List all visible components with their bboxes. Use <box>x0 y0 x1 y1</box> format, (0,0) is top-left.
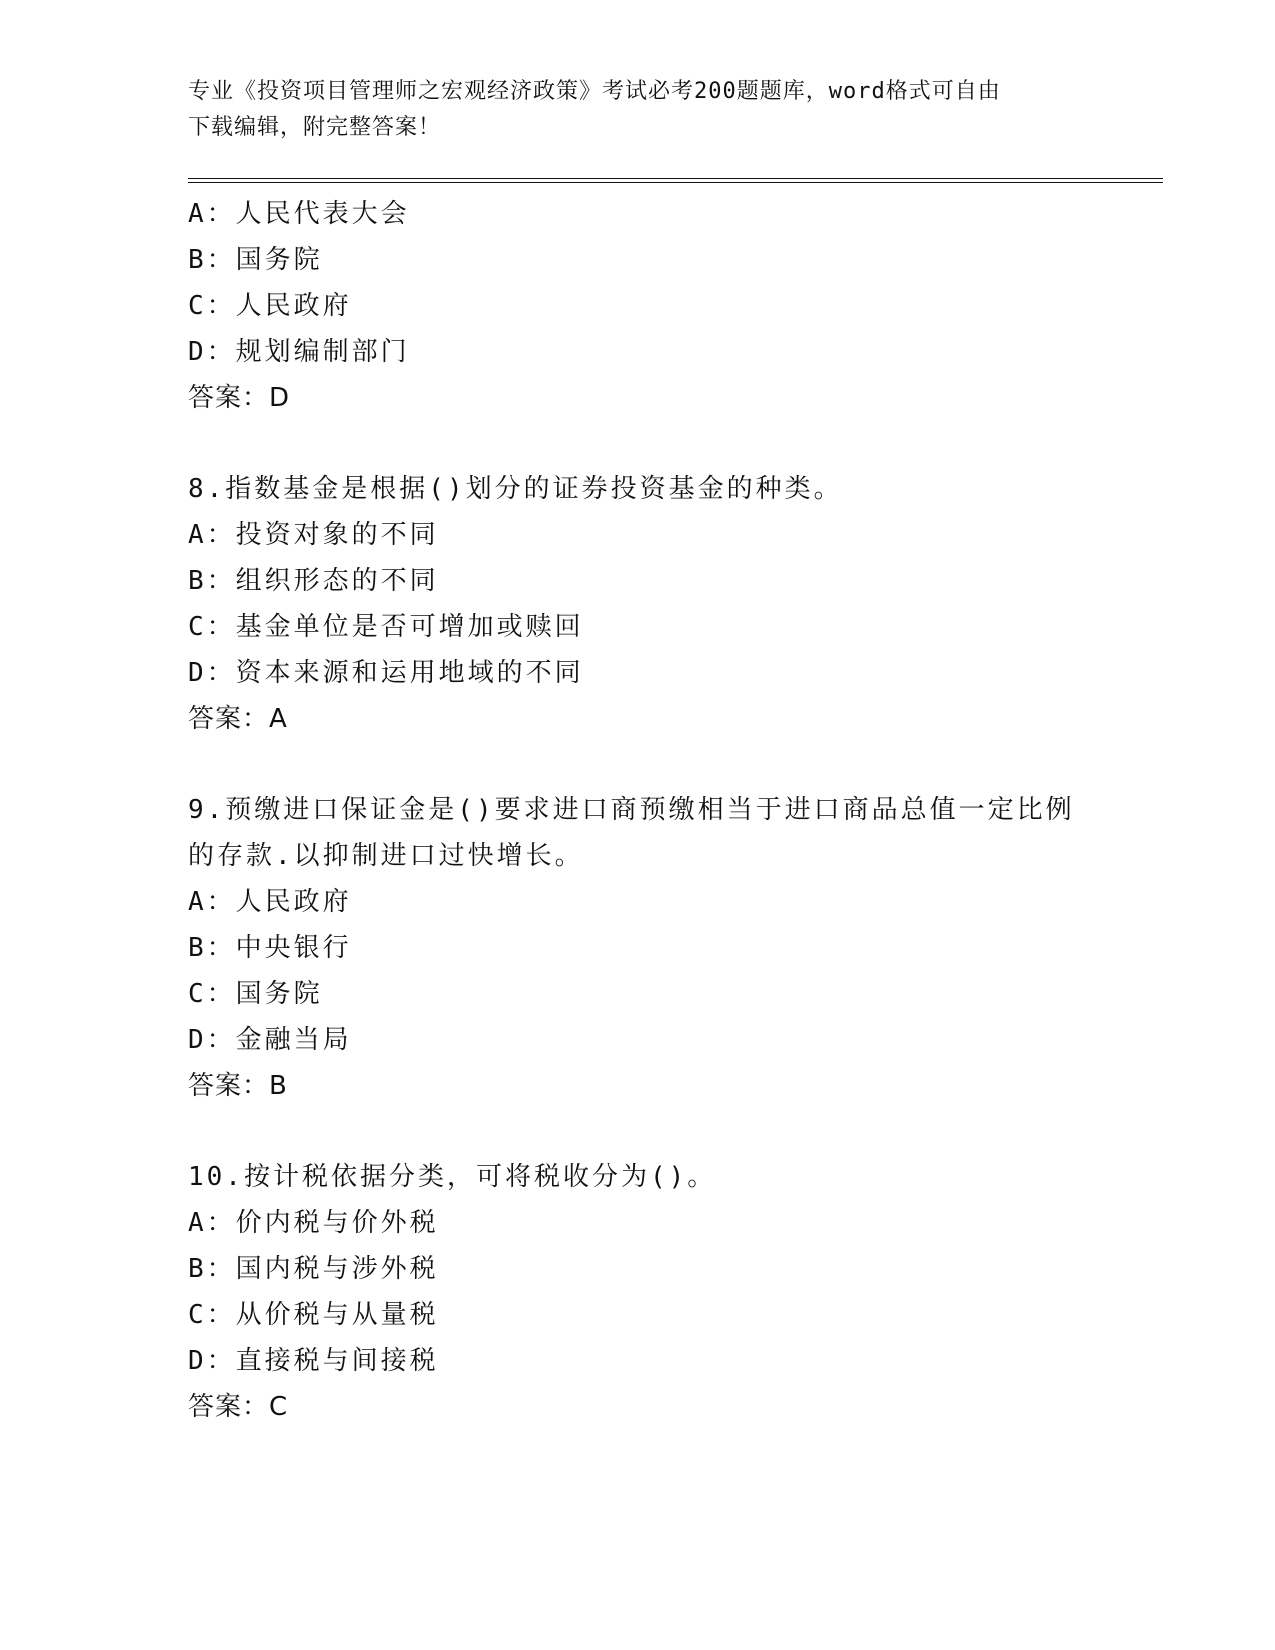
header-line-2: 下载编辑，附完整答案！ <box>188 115 442 140</box>
question-text-line-1: 9.预缴进口保证金是()要求进口商预缴相当于进口商品总值一定比例 <box>188 795 1075 825</box>
option-d: D：规划编制部门 <box>188 337 410 367</box>
option-a: A：人民政府 <box>188 887 352 917</box>
option-b: B：国内税与涉外税 <box>188 1254 439 1284</box>
question-block-9 <box>188 787 1188 1109</box>
header-divider-bottom <box>188 182 1163 183</box>
header-line-1: 专业《投资项目管理师之宏观经济政策》考试必考200题题库，word格式可自由 <box>188 79 1001 104</box>
question-list <box>188 191 1188 1430</box>
question-text-line-2: 的存款.以抑制进口过快增长。 <box>188 841 584 871</box>
option-c: C：从价税与从量税 <box>188 1300 439 1330</box>
spacer <box>188 1109 1188 1154</box>
option-b: B：国务院 <box>188 245 323 275</box>
answer-line: 答案：A <box>188 704 288 734</box>
option-c: C：国务院 <box>188 979 323 1009</box>
option-d: D：直接税与间接税 <box>188 1346 439 1376</box>
spacer <box>188 742 1188 787</box>
option-a: A：投资对象的不同 <box>188 520 439 550</box>
question-block-10 <box>188 1154 1188 1430</box>
document-header <box>188 74 1088 146</box>
question-block-7 <box>188 191 1188 421</box>
question-text: 10.按计税依据分类，可将税收分为()。 <box>188 1162 717 1192</box>
option-a: A：价内税与价外税 <box>188 1208 439 1238</box>
header-divider-top <box>188 178 1163 179</box>
option-c: C：基金单位是否可增加或赎回 <box>188 612 584 642</box>
option-c: C：人民政府 <box>188 291 352 321</box>
question-text: 8.指数基金是根据()划分的证券投资基金的种类。 <box>188 474 843 504</box>
answer-line: 答案：C <box>188 1392 289 1422</box>
option-b: B：组织形态的不同 <box>188 566 439 596</box>
option-d: D：资本来源和运用地域的不同 <box>188 658 584 688</box>
option-a: A：人民代表大会 <box>188 199 410 229</box>
option-d: D：金融当局 <box>188 1025 352 1055</box>
answer-line: 答案：D <box>188 383 291 413</box>
question-block-8 <box>188 466 1188 742</box>
option-b: B：中央银行 <box>188 933 352 963</box>
spacer <box>188 421 1188 466</box>
answer-line: 答案：B <box>188 1071 288 1101</box>
